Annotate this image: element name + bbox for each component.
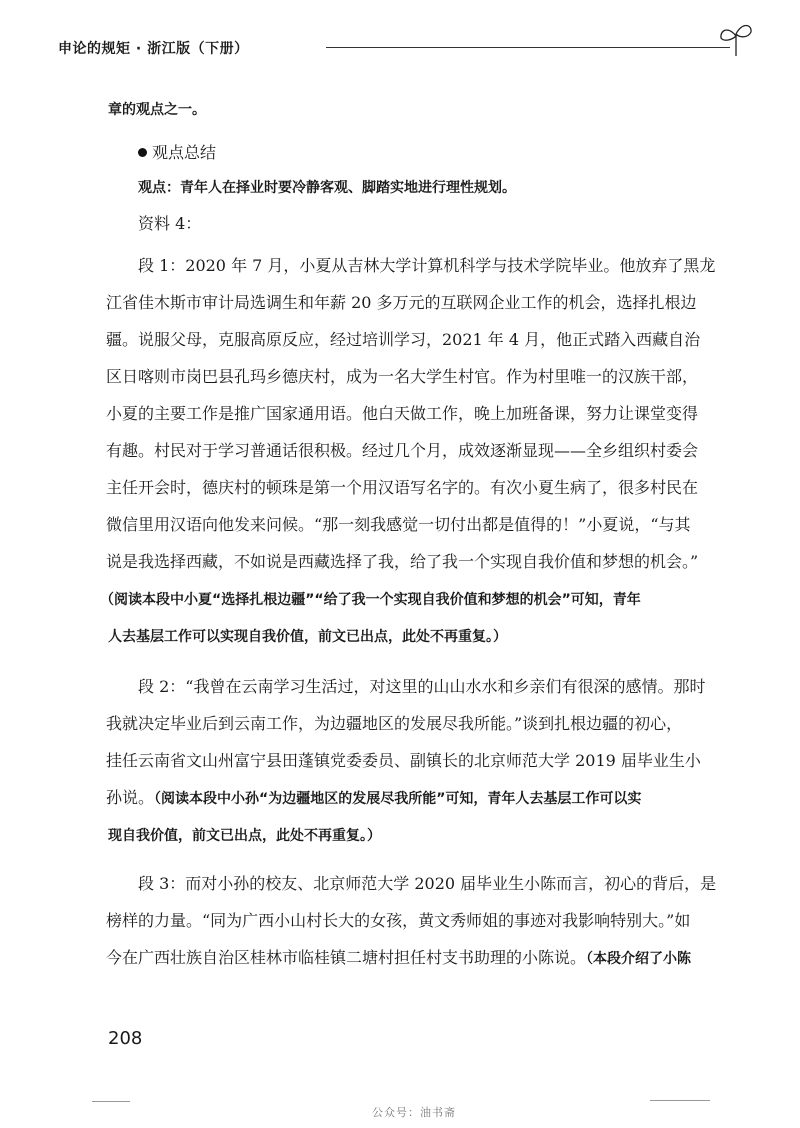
annotation-line: 人去基层工作可以实现自我价值，前文已出点，此处不再重复。） bbox=[108, 629, 507, 645]
text-line: 区日喀则市岗巴县孔玛乡德庆村，成为一名大学生村官。作为村里唯一的汉族干部， bbox=[106, 367, 699, 386]
scan-speck bbox=[92, 1101, 130, 1102]
text-line: 榜样的力量。“同为广西小山村长大的女孩，黄文秀师姐的事迹对我影响特别大。”如 bbox=[106, 911, 691, 930]
scan-speck bbox=[650, 1100, 710, 1101]
book-title: 申论的规矩 · 浙江版（下册） bbox=[58, 41, 249, 57]
text-line: 我就决定毕业后到云南工作，为边疆地区的发展尽我所能。”谈到扎根边疆的初心， bbox=[106, 714, 683, 733]
text-line: 小夏的主要工作是推广国家通用语。他白天做工作，晚上加班备课，努力让课堂变得 bbox=[106, 404, 699, 423]
text-line: 疆。说服父母，克服高原反应，经过培训学习，2021 年 4 月，他正式踏入西藏自治 bbox=[106, 330, 701, 349]
text-line: 挂任云南省文山州富宁县田蓬镇党委委员、副镇长的北京师范大学 2019 届毕业生小 bbox=[106, 751, 701, 770]
annotation-fragment: （本段介绍了小陈 bbox=[586, 951, 692, 967]
text-line: 段 1：2020 年 7 月，小夏从吉林大学计算机科学与技术学院毕业。他放弃了黑龙 bbox=[138, 256, 716, 275]
text-line: 微信里用汉语向他发来问候。“那一刻我感觉一切付出都是值得的！”小夏说，“与其 bbox=[106, 515, 691, 534]
text-line: 段 2：“我曾在云南学习生活过，对这里的山山水水和乡亲们有很深的感情。那时 bbox=[138, 677, 706, 696]
text-line: 说是我选择西藏，不如说是西藏选择了我，给了我一个实现自我价值和梦想的机会。” bbox=[106, 552, 699, 571]
text-fragment: 今在广西壮族自治区桂林市临桂镇二塘村担任村支书助理的小陈说。 bbox=[106, 948, 587, 967]
page-number: 208 bbox=[108, 1028, 143, 1049]
sprout-icon bbox=[718, 20, 754, 58]
text-line: 主任开会时，德庆村的顿珠是第一个用汉语写名字的。有次小夏生病了，很多村民在 bbox=[106, 478, 699, 497]
text-line: 章的观点之一。 bbox=[108, 102, 206, 118]
text-fragment: 孙说。 bbox=[106, 788, 155, 807]
bullet-icon bbox=[138, 148, 147, 157]
viewpoint-line: 观点：青年人在择业时要冷静客观、脚踏实地进行理性规划。 bbox=[138, 180, 516, 196]
annotation-line: （阅读本段中小夏“选择扎根边疆”“给了我一个实现自我价值和梦想的机会”可知，青年 bbox=[100, 592, 641, 608]
text-line: 段 3：而对小孙的校友、北京师范大学 2020 届毕业生小陈而言，初心的背后，是 bbox=[138, 874, 717, 893]
material-label: 资料 4： bbox=[138, 214, 202, 233]
text-line: 江省佳木斯市审计局选调生和年薪 20 多万元的互联网企业工作的机会，选择扎根边 bbox=[106, 293, 697, 312]
annotation-line: 现自我价值，前文已出点，此处不再重复。） bbox=[108, 828, 381, 844]
running-header bbox=[58, 28, 748, 62]
text-line: 有趣。村民对于学习普通话很积极。经过几个月，成效逐渐显现——全乡组织村委会 bbox=[106, 441, 699, 460]
annotation-fragment: （阅读本段中小孙“为边疆地区的发展尽我所能”可知，青年人去基层工作可以实 bbox=[154, 791, 642, 807]
section-heading: 观点总结 bbox=[152, 143, 217, 162]
bullet-heading bbox=[138, 143, 216, 163]
header-rule bbox=[326, 47, 730, 48]
text-line-with-annotation bbox=[106, 948, 691, 969]
footer-stamp: 公众号：油书斋 bbox=[372, 1106, 456, 1119]
text-line-with-annotation bbox=[106, 788, 641, 809]
